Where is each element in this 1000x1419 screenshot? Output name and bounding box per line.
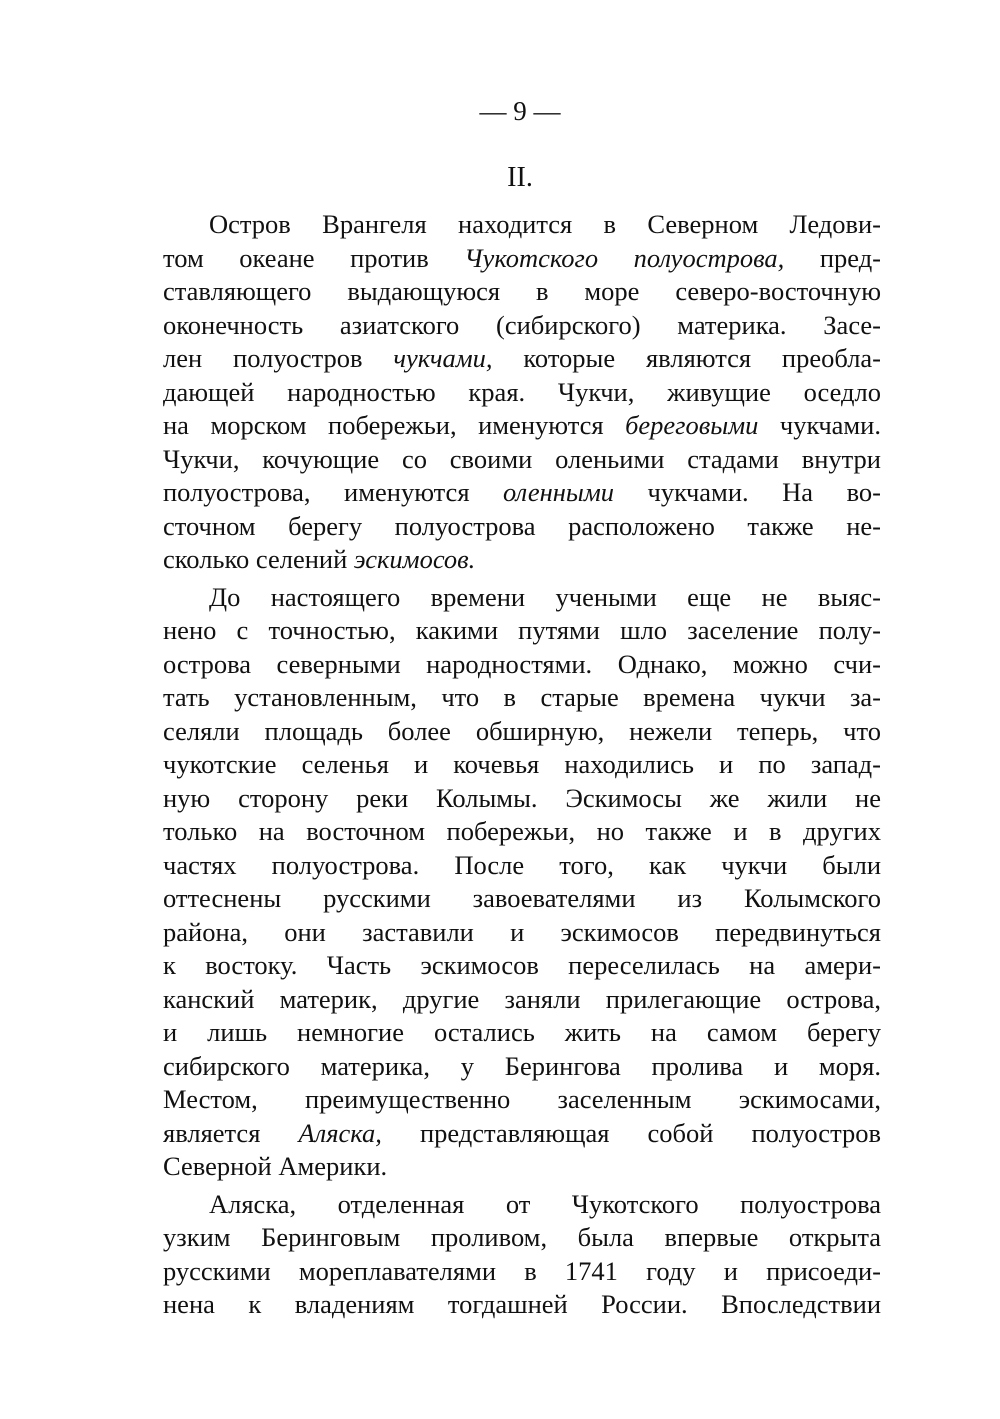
- text-segment: русскими мореплавателями в 1741 году и присоеди-: [163, 1255, 881, 1286]
- text-line: [163, 1083, 881, 1117]
- text-line: [163, 748, 881, 782]
- text-line: [163, 648, 881, 682]
- text-segment: Местом, преимущественно заселенным эскимосами,: [163, 1084, 881, 1114]
- italic-term: Чукотского полуострова,: [464, 242, 785, 273]
- italic-term: оленными: [503, 477, 615, 507]
- text-line: [163, 1016, 881, 1050]
- text-segment: нена к владениям тогдашней России. Впоследствии: [163, 1289, 881, 1319]
- text-segment: Остров Врангеля находится в Северном Ледови-: [209, 209, 881, 239]
- text-line: [163, 543, 881, 577]
- text-segment: частях полуострова. После того, как чукчи были: [163, 849, 881, 880]
- text-segment: сибирского материка, у Берингова пролива и моря.: [163, 1050, 881, 1081]
- text-line: [163, 614, 881, 648]
- text-segment: которые являются преобла-: [492, 343, 882, 373]
- text-line: [163, 1117, 881, 1151]
- text-segment: селяли площадь более обширную, нежели теперь, что: [163, 715, 881, 746]
- text-line: [163, 443, 881, 477]
- text-segment: острова северными народностями. Однако, можно счи-: [163, 648, 881, 679]
- text-line: [163, 275, 881, 309]
- italic-term: береговыми: [625, 410, 759, 440]
- text-segment: До настоящего времени учеными еще не выяс-: [209, 581, 881, 612]
- text-segment: нено с точностью, какими путями шло заселение полу-: [163, 615, 881, 645]
- text-line: [163, 1188, 881, 1222]
- text-segment: оттеснены русскими завоевателями из Колымского: [163, 883, 881, 913]
- text-line: [163, 309, 881, 343]
- section-heading: II.: [507, 162, 533, 193]
- text-line: [163, 1288, 881, 1322]
- text-line: [163, 242, 881, 276]
- paragraph: [163, 208, 881, 577]
- text-segment: пред-: [784, 242, 882, 273]
- italic-term: эскимосов.: [353, 544, 476, 574]
- text-line: [163, 882, 881, 916]
- text-line: [163, 409, 881, 443]
- text-segment: оконечность азиатского (сибирского) материка. Засе-: [163, 309, 881, 340]
- text-line: [163, 342, 881, 376]
- italic-term: Аляска,: [298, 1117, 382, 1148]
- text-line: [163, 1255, 881, 1289]
- text-line: [163, 916, 881, 950]
- text-segment: тать установленным, что в старые времена чукчи за-: [163, 682, 881, 712]
- text-line: [163, 376, 881, 410]
- text-segment: ную сторону реки Колымы. Эскимосы же жили не: [163, 782, 881, 813]
- text-line: [163, 715, 881, 749]
- text-segment: является: [163, 1117, 299, 1148]
- text-segment: района, они заставили и эскимосов передвинуться: [163, 916, 881, 947]
- text-segment: Северной Америки.: [163, 1151, 388, 1181]
- text-segment: только на восточном побережьи, но также и в других: [163, 816, 881, 846]
- text-segment: канский материк, другие заняли прилегающие острова,: [163, 983, 881, 1014]
- text-segment: сточном берегу полуострова расположено также не-: [163, 510, 881, 541]
- text-line: [163, 1221, 881, 1255]
- text-segment: чукчами.: [758, 410, 881, 440]
- text-line: [163, 476, 881, 510]
- text-segment: узким Беринговым проливом, была впервые открыта: [163, 1222, 881, 1252]
- text-segment: представляющая собой полуостров: [381, 1117, 881, 1148]
- text-segment: полуострова, именуются: [163, 477, 504, 507]
- paragraph: [163, 581, 881, 1184]
- body-text: [163, 208, 881, 1326]
- text-line: [163, 949, 881, 983]
- text-segment: и лишь немногие остались жить на самом берегу: [163, 1017, 881, 1047]
- text-segment: Чукчи, кочующие со своими оленьими стадами внутри: [163, 443, 881, 474]
- italic-term: чукчами,: [393, 343, 493, 373]
- text-line: [163, 983, 881, 1017]
- text-line: [163, 510, 881, 544]
- text-line: [163, 849, 881, 883]
- text-segment: сколько селений: [163, 544, 354, 574]
- text-line: [163, 815, 881, 849]
- text-line: [163, 782, 881, 816]
- text-segment: к востоку. Часть эскимосов переселилась на амери-: [163, 950, 881, 980]
- text-segment: дающей народностью края. Чукчи, живущие оседло: [163, 376, 881, 407]
- text-segment: том океане против: [163, 242, 465, 273]
- text-line: [163, 581, 881, 615]
- text-line: [163, 1050, 881, 1084]
- text-segment: чукчами. На во-: [614, 477, 881, 507]
- text-segment: Аляска, отделенная от Чукотского полуострова: [209, 1188, 881, 1219]
- text-line: [163, 1150, 881, 1184]
- text-segment: ставляющего выдающуюся в море северо-восточную: [163, 276, 881, 306]
- text-segment: чукотские селенья и кочевья находились и по запад-: [163, 749, 881, 779]
- text-segment: на морском побережьи, именуются: [163, 410, 626, 440]
- text-line: [163, 208, 881, 242]
- page-number: — 9 —: [479, 96, 561, 126]
- paragraph: [163, 1188, 881, 1322]
- text-line: [163, 681, 881, 715]
- text-segment: лен полуостров: [163, 343, 394, 373]
